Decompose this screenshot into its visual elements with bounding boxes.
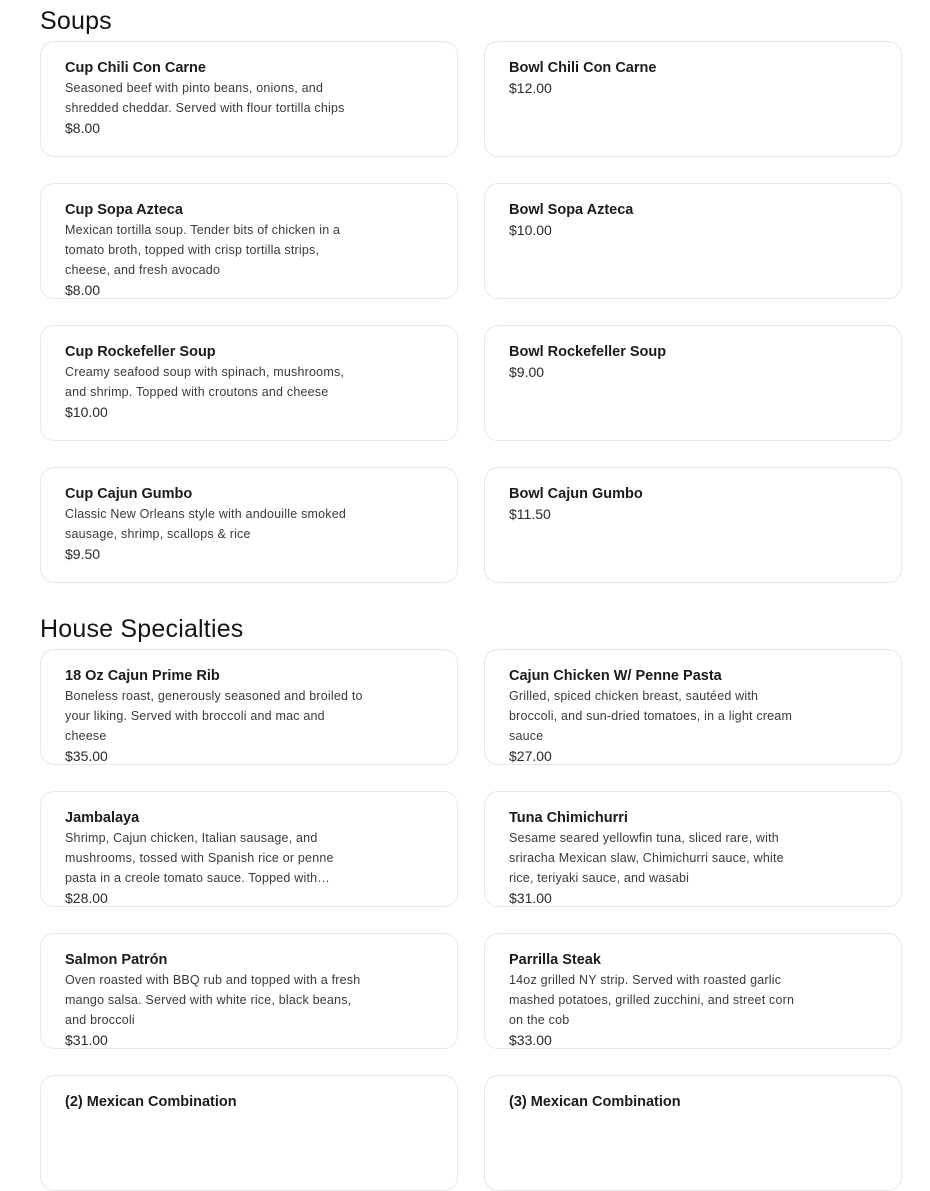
menu-item-card[interactable] [484,325,902,441]
item-name: Tuna Chimichurri [509,810,628,826]
menu-item-card[interactable] [40,1075,458,1191]
item-description: Mexican tortilla soup. Tender bits of chicken in a tomato broth, topped with crisp tortilla strips, cheese, and fresh avocado [65,223,341,277]
section-title-house-specialties: House Specialties [40,615,244,643]
menu-item-card[interactable] [40,791,458,907]
menu-item-card[interactable] [484,791,902,907]
item-price: $9.50 [65,546,101,562]
menu-item-card[interactable] [484,933,902,1049]
item-name: Bowl Rockefeller Soup [509,344,667,360]
item-price: $33.00 [509,1032,552,1048]
item-price: $11.50 [509,506,551,522]
menu-item-card[interactable] [484,183,902,299]
item-price: $28.00 [65,890,108,906]
item-name: Cup Sopa Azteca [65,202,183,218]
item-price: $10.00 [509,222,552,238]
item-name: Cup Rockefeller Soup [65,344,216,360]
item-price: $35.00 [65,748,108,764]
item-price: $10.00 [65,404,108,420]
item-description: Grilled, spiced chicken breast, sautéed with broccoli, and sun-dried tomatoes, in a light cream sauce [509,689,793,743]
item-price: $31.00 [65,1032,108,1048]
item-name: (2) Mexican Combination [65,1094,237,1110]
item-description: Classic New Orleans style with andouille smoked sausage, shrimp, scallops & rice [65,507,347,541]
item-name: Parrilla Steak [509,952,601,968]
item-price: $8.00 [65,120,101,136]
item-description: Oven roasted with BBQ rub and topped with a fresh mango salsa. Served with white rice, black beans, and broccoli [65,973,361,1027]
menu-item-card[interactable] [40,649,458,765]
item-price: $8.00 [65,282,101,298]
menu-item-card[interactable] [40,325,458,441]
item-description: Seasoned beef with pinto beans, onions, and shredded cheddar. Served with flour tortilla chips [65,81,345,115]
menu-item-card[interactable] [40,41,458,157]
item-description: Sesame seared yellowfin tuna, sliced rare, with sriracha Mexican slaw, Chimichurri sauce, white rice, teriyaki sauce, and wasabi [509,831,784,885]
item-name: Salmon Patrón [65,952,168,968]
item-name: 18 Oz Cajun Prime Rib [65,668,220,684]
section-title-soups: Soups [40,7,112,35]
menu-item-card[interactable] [484,1075,902,1191]
item-description: Creamy seafood soup with spinach, mushrooms, and shrimp. Topped with croutons and cheese [65,365,345,399]
item-price: $27.00 [509,748,552,764]
item-price: $9.00 [509,364,545,380]
item-description: 14oz grilled NY strip. Served with roasted garlic mashed potatoes, grilled zucchini, and street corn on the cob [509,973,795,1027]
menu-item-card[interactable] [40,467,458,583]
menu-item-card[interactable] [484,649,902,765]
menu-item-card[interactable] [484,467,902,583]
item-name: Bowl Sopa Azteca [509,202,634,218]
item-name: (3) Mexican Combination [509,1094,681,1110]
item-name: Cup Cajun Gumbo [65,486,193,502]
item-name: Bowl Chili Con Carne [509,60,657,76]
item-description: Boneless roast, generously seasoned and broiled to your liking. Served with broccoli and mac and cheese [65,689,363,743]
menu-item-card[interactable] [40,933,458,1049]
item-description: Shrimp, Cajun chicken, Italian sausage, and mushrooms, tossed with Spanish rice or penne pasta in a creole tomato sauce. Topped with [65,831,334,885]
menu-item-card[interactable] [40,183,458,299]
item-name: Bowl Cajun Gumbo [509,486,643,502]
item-name: Cup Chili Con Carne [65,60,206,76]
menu-item-card[interactable] [484,41,902,157]
item-name: Jambalaya [65,810,140,826]
item-price: $31.00 [509,890,552,906]
item-price: $12.00 [509,80,552,96]
item-name: Cajun Chicken W/ Penne Pasta [509,668,722,684]
